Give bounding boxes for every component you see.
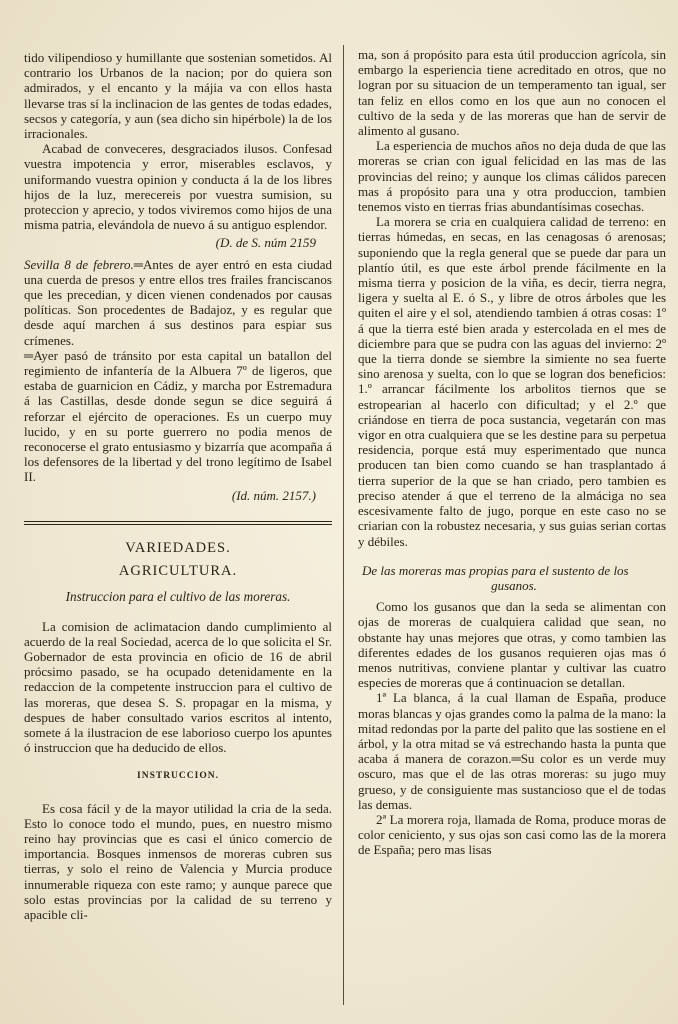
battalion-paragraph: ═Ayer pasó de tránsito por esta capital un batallon del regimiento de infantería de la Albuera 7º de ligeros, que estaba de guarnicion en Cádiz, y marcha por Estremadura á las Castillas, desde donde segun se dice seguirá á reforzar el ejército de operaciones. Es un cuerpo muy lucido, y en su porte guerrero no podia menos de reconocerse el grato entusiasmo y bizarría que acompaña á los defensores de la libertad y del trono legítimo de Isabel II. — [24, 347, 332, 485]
moreras-subheading — [358, 563, 666, 593]
section-divider-rule — [24, 521, 332, 525]
sevilla-paragraph — [24, 257, 332, 348]
citation-2: (Id. núm. 2157.) — [231, 487, 316, 503]
soil-paragraph: La morera se cria en cualquiera calidad de terreno: en tierras húmedas, en secas, en las cenagosas ó arenosas; suponiendo que la regla general que se puede dar para un plantío útil, es que este árbol prende fácilmente en la misma tierra y posicion de la viña, es decir, tierra negra, ligera y suelta al E. ó S., y libre de otros árboles que les quiten el aire y el sol, atendiendo tambien á otras cosas: 1º á que la tierra esté bien arada y estercolada en el mes de diciembre para que se pudra con las aguas del invierno: 2º que la tierra donde se siembre la simiente no sea fuerte sino arenosa y suelta, con lo que se logran dos beneficios: 1.º arrancar fácilmente los arbolitos tiernos que se estropearian al hacerlo con dificultad; y el 2.º que criándose en tierra de poca sustancia, vegetarán con mas vigor en otra cualquiera que se les destine para su perpetua residencia, porque está muy esperimentado que nunca producen tan bien como cuando se han trasplantado á tierra superior de la que se han criado, pero tambien es preciso atender á que el terreno de la almáciga no sea escesivamente falto de jugo, porque en este caso no se criarian con la robustez necesaria, y sus guias serian cortas y débiles. — [358, 214, 666, 549]
opening-paragraph: tido vilipendioso y humillante que sostenian sometidos. Al contrario los Urbanos de la nacion; por do quiera son admirados, y el encanto y la májia va con ellos hasta llevarse tras sí la inclinacion de las gentes de todas edades, secsos y categoría, y aun (sea dicho sin hipérbole) la de los irracionales. — [24, 50, 332, 142]
continuation-paragraph: ma, son á propósito para esta útil produccion agrícola, sin embargo la esperiencia tiene acreditado en otros, que no logran por su situacion de un temperamento tan igual, ser tan feliz en ellos como en los que aun no conocen el cultivo de la seda y de las moreras que han de servir de alimento al gusano. — [358, 47, 666, 139]
intro-paragraph: La comision de aclimatacion dando cumplimiento al acuerdo de la real Sociedad, acerca de lo que solicita el Sr. Gobernador de esta provincia en oficio de 16 de abril prócsimo pasado, se ha ocupado detenidamente en la redaccion de la competente instruccion para el cultivo de las moreras, que desea S. S. propagar en la misma, y despues de haber consultado varios escritos al intento, somete á la ilustracion de ese laborioso cuerpo los apuntes ó instruccion que ha deducido de ellos. — [24, 618, 332, 756]
experience-paragraph: La esperiencia de muchos años no deja duda de que las moreras se crian con igual felicidad en las mas de las provincias del reino; y aunque los climas cálidos parecen mas á propósito para una y otra produccion, tambien tenemos visto en tierras frias abundantísimas cosechas. — [358, 138, 666, 215]
instruction-heading: INSTRUCCION. — [137, 771, 219, 782]
subheading-line-1: De las moreras mas propias para el sustento de los — [362, 562, 629, 578]
section-title: VARIEDADES. — [125, 539, 231, 556]
citation-1: (D. de S. núm 2159 — [215, 235, 316, 251]
right-column — [358, 47, 666, 858]
article-title: Instruccion para el cultivo de las moreras. — [65, 589, 291, 605]
item-1-paragraph: 1ª La blanca, á la cual llaman de España, produce moras blancas y ojas grandes como la palma de la mano: la mitad redondas por la parte del palito que las sostiene en el árbol, y la otra mitad se vá estrechando hasta la punta que acaba á manera de corazon.═Su color es un verde muy oscuro, mas que el de las otras moreras: su jugo muy grueso, y de consiguiente mas sustancioso que el de todas las demas. — [358, 690, 666, 812]
subsection-title: AGRICULTURA. — [118, 563, 238, 580]
subheading-line-2: gusanos. — [491, 577, 537, 593]
sevilla-dateline: Sevilla 8 de febrero. — [24, 256, 134, 272]
column-divider — [343, 45, 344, 1005]
silkworm-paragraph: Como los gusanos que dan la seda se alimentan con ojas de moreras de cualquiera calidad que sean, no obstante hay unas mejores que otras, y como tambien las diferentes edades de los gusanos requieren ojas mas ó menos nutritivas, conviene plantar y cultivar las cuatro especies de moreras que á continuacion se detallan. — [358, 599, 666, 691]
instruction-paragraph: Es cosa fácil y de la mayor utilidad la cria de la seda. Esto lo conoce todo el mundo, pues, en nuestro mismo reino hay provincias que es casi el único comercio de importancia. Bosques inmensos de moreras cubren sus tierras, y solo el reino de Valencia y Murcia produce innumerable riqueza con este ramo; y aunque parece que solo estas provincias por la calidad de su terreno y apacible cli- — [24, 800, 332, 922]
sevilla-body: ═Antes de ayer entró en esta ciudad una cuerda de presos y entre ellos tres frailes franciscanos que les precedian, y dicen vienen condenados por causas políticas. Son procedentes de Badajoz, y es regular que desde aquí marchen á sus destinos para espiar sus crímenes. — [24, 256, 332, 348]
item-2-paragraph: 2ª La morera roja, llamada de Roma, produce moras de color ceniciento, y sus ojas son casi como las de la morera de España; pero mas lisas — [358, 811, 666, 858]
address-paragraph: Acabad de conveceres, desgraciados ilusos. Confesad vuestra impotencia y error, miserables esclavos, y uniformando vuestra opinion y conducta á la de los libres hijos de la luz, merecereis por vuestra sumision, su proteccion y aprecio, y todos viviremos como hijos de una misma patria, elevándola de nuevo á su antiguo esplendor. — [24, 141, 332, 233]
left-column — [24, 50, 332, 922]
